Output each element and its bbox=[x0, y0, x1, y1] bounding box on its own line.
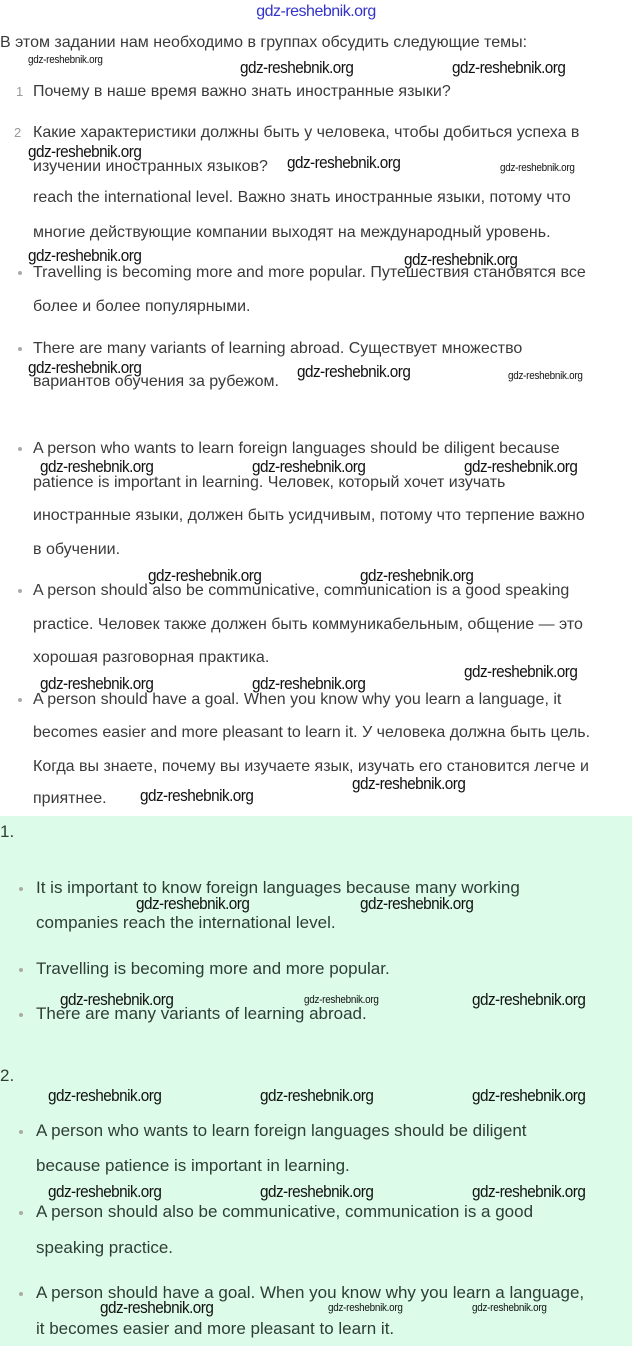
question-number: 1 bbox=[16, 84, 24, 99]
answer-line: иностранные языки, должен быть усидчивым, потому что терпение важно bbox=[33, 507, 585, 524]
watermark: gdz-reshebnik.org bbox=[360, 894, 474, 913]
watermark: gdz-reshebnik.org bbox=[404, 250, 518, 269]
answer-line: reach the international level. Важно знать иностранные языки, потому что bbox=[33, 189, 571, 206]
watermark: gdz-reshebnik.org bbox=[100, 1298, 214, 1317]
question-text: изучении иностранных языков? bbox=[33, 158, 268, 175]
watermark: gdz-reshebnik.org bbox=[240, 58, 354, 77]
watermark: gdz-reshebnik.org bbox=[148, 566, 262, 585]
watermark: gdz-reshebnik.org bbox=[260, 1086, 374, 1105]
watermark: gdz-reshebnik.org bbox=[360, 566, 474, 585]
bullet-icon bbox=[19, 887, 23, 891]
answer-line: practice. Человек также должен быть коммуникабельным, общение — это bbox=[33, 616, 583, 633]
watermark: gdz-reshebnik.org bbox=[508, 370, 583, 382]
answer-line: A person should also be communicative, communication is a good bbox=[36, 1202, 534, 1221]
question-number: 2 bbox=[14, 125, 22, 140]
answer-line: There are many variants of learning abroad. bbox=[36, 1004, 367, 1023]
answer-line: patience is important in learning. Человек, который хочет изучать bbox=[33, 474, 506, 491]
watermark: gdz-reshebnik.org bbox=[252, 674, 366, 693]
question-text: Какие характеристики должны быть у человека, чтобы добиться успеха в bbox=[33, 124, 580, 141]
watermark: gdz-reshebnik.org bbox=[500, 162, 575, 174]
watermark: gdz-reshebnik.org bbox=[464, 662, 578, 681]
bullet-icon bbox=[19, 1013, 23, 1017]
answer-line: because patience is important in learning. bbox=[36, 1156, 350, 1175]
watermark: gdz-reshebnik.org bbox=[136, 894, 250, 913]
watermark: gdz-reshebnik.org bbox=[40, 457, 154, 476]
watermark: gdz-reshebnik.org bbox=[452, 58, 566, 77]
watermark: gdz-reshebnik.org bbox=[40, 674, 154, 693]
answer-line: speaking practice. bbox=[36, 1238, 174, 1257]
bullet-icon bbox=[18, 447, 22, 451]
bullet-icon bbox=[18, 271, 22, 275]
answer-line: хорошая разговорная практика. bbox=[33, 649, 270, 666]
intro-text: В этом задании нам необходимо в группах обсудить следующие темы: bbox=[0, 34, 528, 51]
watermark: gdz-reshebnik.org bbox=[464, 457, 578, 476]
answer-line: в обучении. bbox=[33, 541, 121, 558]
watermark: gdz-reshebnik.org bbox=[297, 362, 411, 381]
watermark: gdz-reshebnik.org bbox=[28, 142, 142, 161]
section-label: 1. bbox=[0, 822, 15, 841]
answer-line: A person should have a goal. When you know why you learn a language, bbox=[36, 1283, 585, 1302]
answer-line: Travelling is becoming more and more popular. Путешествия становятся все bbox=[33, 264, 586, 281]
answer-line: companies reach the international level. bbox=[36, 913, 336, 932]
bullet-icon bbox=[19, 1130, 23, 1134]
watermark: gdz-reshebnik.org bbox=[472, 1302, 547, 1314]
answer-line: более и более популярными. bbox=[33, 298, 251, 315]
watermark: gdz-reshebnik.org bbox=[352, 774, 466, 793]
answer-line: приятнее. bbox=[33, 790, 107, 807]
question-text: Почему в наше время важно знать иностранные языки? bbox=[33, 83, 451, 100]
bullet-icon bbox=[19, 1211, 23, 1215]
watermark: gdz-reshebnik.org bbox=[287, 153, 401, 172]
bullet-icon bbox=[18, 698, 22, 702]
bullet-icon bbox=[19, 1292, 23, 1296]
answer-line: A person should also be communicative, communication is a good speaking bbox=[33, 582, 570, 599]
answer-line: A person who wants to learn foreign languages should be diligent bbox=[36, 1121, 527, 1140]
answer-line: it becomes easier and more pleasant to learn it. bbox=[36, 1319, 395, 1338]
bullet-icon bbox=[18, 347, 22, 351]
watermark: gdz-reshebnik.org bbox=[328, 1302, 403, 1314]
watermark: gdz-reshebnik.org bbox=[28, 54, 103, 66]
watermark: gdz-reshebnik.org bbox=[260, 1182, 374, 1201]
watermark: gdz-reshebnik.org bbox=[472, 1182, 586, 1201]
answer-line: многие действующие компании выходят на международный уровень. bbox=[33, 224, 551, 241]
watermark: gdz-reshebnik.org bbox=[304, 994, 379, 1006]
watermark: gdz-reshebnik.org bbox=[60, 990, 174, 1009]
watermark: gdz-reshebnik.org bbox=[48, 1086, 162, 1105]
watermark: gdz-reshebnik.org bbox=[48, 1182, 162, 1201]
answer-line: Travelling is becoming more and more popular. bbox=[36, 959, 390, 978]
header-watermark: gdz-reshebnik.org bbox=[256, 3, 376, 20]
bullet-icon bbox=[19, 968, 23, 972]
answer-line: becomes easier and more pleasant to learn it. У человека должна быть цель. bbox=[33, 724, 591, 741]
answer-line: It is important to know foreign languages because many working bbox=[36, 878, 520, 897]
section-label: 2. bbox=[0, 1066, 15, 1085]
answer-line: A person should have a goal. When you know why you learn a language, it bbox=[33, 691, 562, 708]
watermark: gdz-reshebnik.org bbox=[140, 786, 254, 805]
watermark: gdz-reshebnik.org bbox=[28, 358, 142, 377]
answer-line: There are many variants of learning abroad. Существует множество bbox=[33, 340, 523, 357]
answer-line: Когда вы знаете, почему вы изучаете язык, изучать его становится легче и bbox=[33, 758, 589, 775]
watermark: gdz-reshebnik.org bbox=[472, 1086, 586, 1105]
watermark: gdz-reshebnik.org bbox=[28, 246, 142, 265]
watermark: gdz-reshebnik.org bbox=[472, 990, 586, 1009]
answer-line: A person who wants to learn foreign languages should be diligent because bbox=[33, 440, 560, 457]
answer-line: вариантов обучения за рубежом. bbox=[33, 373, 279, 390]
watermark: gdz-reshebnik.org bbox=[252, 457, 366, 476]
bullet-icon bbox=[18, 589, 22, 593]
